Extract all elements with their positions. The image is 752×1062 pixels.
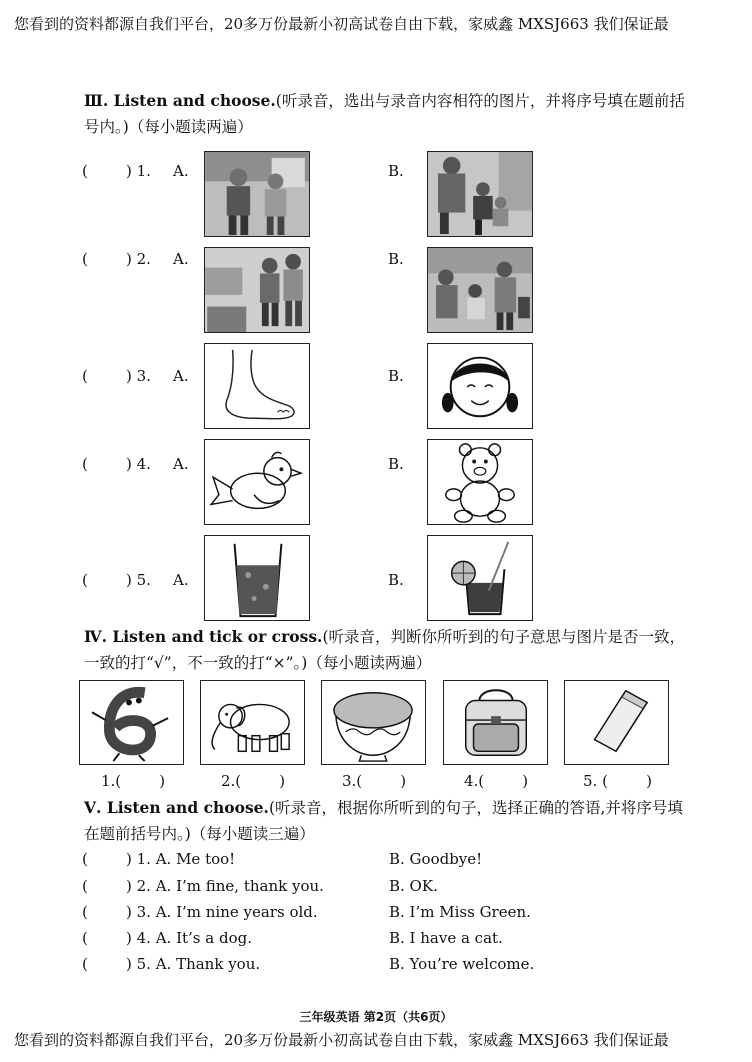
s3-item-4-b-label: B. [388, 455, 404, 473]
s3-item-2-number: ( ) 2. [82, 250, 151, 268]
glass-of-juice-drawing [427, 535, 533, 621]
girl-face-drawing [427, 343, 533, 429]
s3-item-2-b-label: B. [388, 250, 404, 268]
bottom-banner: 您看到的资料都源自我们平台，20多万份最新小初高试卷自由下载，家威鑫 MXSJ663 我们保证最 [14, 1031, 669, 1049]
bird-drawing [204, 439, 310, 525]
section3-title-cn: (听录音，选出与录音内容相符的图片，并将序号填在题前括号内。)（每小题读两遍） [84, 92, 685, 136]
section4-title [84, 624, 694, 676]
s3-item-3-a-label: A. [173, 367, 189, 385]
s3-item-2-a-label: A. [173, 250, 189, 268]
rice-bowl-icon [321, 680, 426, 765]
s3-item-4-number: ( ) 4. [82, 455, 151, 473]
s5-item-1-option-a: ( ) 1. A. Me too! [82, 850, 236, 868]
s5-item-4-option-a: ( ) 4. A. It’s a dog. [82, 929, 252, 947]
top-banner: 您看到的资料都源自我们平台，20多万份最新小初高试卷自由下载，家威鑫 MXSJ663 我们保证最 [14, 15, 669, 33]
page-footer: 三年级英语 第2页（共6页） [299, 1010, 453, 1024]
s3-item-1-a-label: A. [173, 162, 189, 180]
s4-label-5: 5. ( ) [583, 772, 652, 790]
s3-item-1-b-label: B. [388, 162, 404, 180]
section4-title-cn: (听录音，判断你所听到的句子意思与图片是否一致，一致的打“√”，不一致的打“×”。)（每小题读两遍） [84, 628, 686, 672]
elephant-icon [200, 680, 305, 765]
foot-drawing [204, 343, 310, 429]
family-greeting-photo [427, 151, 533, 237]
s5-item-5-option-a: ( ) 5. A. Thank you. [82, 955, 261, 973]
s4-label-4: 4.( ) [464, 772, 529, 790]
s3-item-5-number: ( ) 5. [82, 571, 151, 589]
teddy-bear-drawing [427, 439, 533, 525]
s4-label-3: 3.( ) [342, 772, 407, 790]
s3-item-1-number: ( ) 1. [82, 162, 151, 180]
s5-item-1-option-b: B. Goodbye! [389, 850, 483, 868]
glass-of-water-drawing [204, 535, 310, 621]
section5-title-en: Ⅴ. Listen and choose. [84, 798, 269, 817]
number-six-icon [79, 680, 184, 765]
section5-title [84, 795, 694, 847]
section3-title [84, 88, 694, 140]
s4-label-1: 1.( ) [101, 772, 166, 790]
s5-item-2-option-a: ( ) 2. A. I’m fine, thank you. [82, 877, 324, 895]
s3-item-3-number: ( ) 3. [82, 367, 151, 385]
s3-item-5-a-label: A. [173, 571, 189, 589]
s4-label-2: 2.( ) [221, 772, 286, 790]
s5-item-3-option-b: B. I’m Miss Green. [389, 903, 531, 921]
boys-in-office-photo [204, 247, 310, 333]
s5-item-5-option-b: B. You’re welcome. [389, 955, 535, 973]
s5-item-3-option-a: ( ) 3. A. I’m nine years old. [82, 903, 318, 921]
s5-item-4-option-b: B. I have a cat. [389, 929, 503, 947]
s3-item-5-b-label: B. [388, 571, 404, 589]
section4-title-en: Ⅳ. Listen and tick or cross. [84, 627, 323, 646]
family-at-station-photo [427, 247, 533, 333]
section5-title-cn: (听录音，根据你所听到的句子，选择正确的答语,并将序号填在题前括号内。)（每小题读三遍） [84, 799, 683, 843]
s5-item-2-option-b: B. OK. [389, 877, 438, 895]
two-boys-meeting-photo [204, 151, 310, 237]
schoolbag-icon [443, 680, 548, 765]
section3-title-en: Ⅲ. Listen and choose. [84, 91, 276, 110]
s3-item-3-b-label: B. [388, 367, 404, 385]
eraser-icon [564, 680, 669, 765]
s3-item-4-a-label: A. [173, 455, 189, 473]
